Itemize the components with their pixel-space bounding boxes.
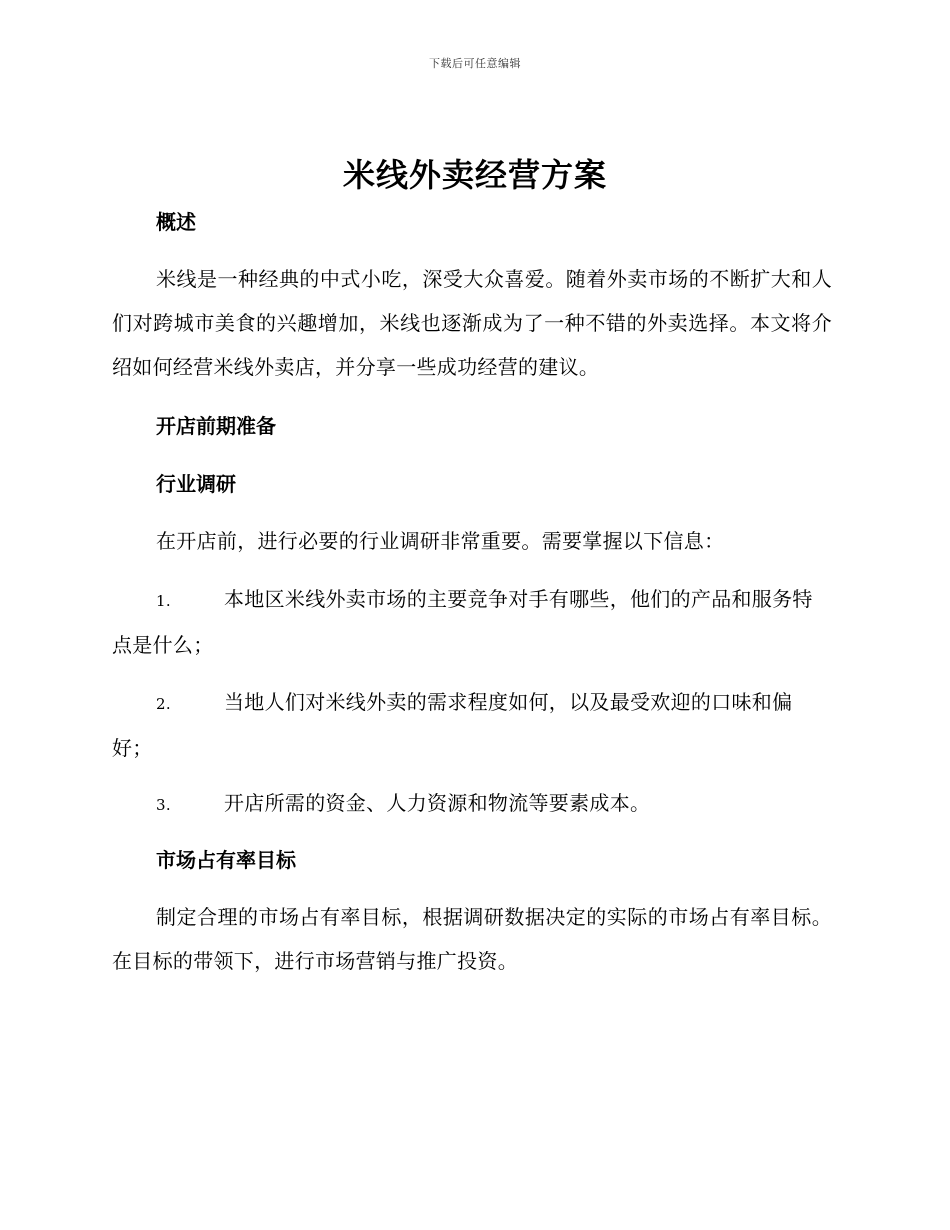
section-heading-market-share: 市场占有率目标	[156, 848, 296, 872]
overview-paragraph: 米线是一种经典的中式小吃，深受大众喜爱。随着外卖市场的不断扩大和人们对跨城市美食的兴趣增加，米线也逐渐成为了一种不错的外卖选择。本文将介绍如何经营米线外卖店，并分享一些成功经营的建议。	[112, 267, 832, 379]
list-number: 2.	[156, 695, 171, 713]
document-title: 米线外卖经营方案	[342, 156, 607, 194]
list-item	[112, 577, 832, 667]
market-share-paragraph: 制定合理的市场占有率目标，根据调研数据决定的实际的市场占有率目标。在目标的带领下，进行市场营销与推广投资。	[112, 905, 832, 973]
section-heading-research: 行业调研	[156, 472, 236, 496]
section-heading-preparation: 开店前期准备	[156, 414, 276, 438]
list-item-text: 开店所需的资金、人力资源和物流等要素成本。	[224, 791, 651, 815]
research-intro-paragraph: 在开店前，进行必要的行业调研非常重要。需要掌握以下信息：	[156, 529, 725, 553]
list-item	[112, 781, 832, 827]
list-item-text: 当地人们对米线外卖的需求程度如何，以及最受欢迎的口味和偏好；	[112, 690, 793, 760]
list-item-text: 本地区米线外卖市场的主要竞争对手有哪些，他们的产品和服务特点是什么；	[112, 587, 813, 657]
section-heading-overview: 概述	[156, 210, 196, 234]
list-number: 1.	[156, 592, 171, 610]
header-note: 下载后可任意编辑	[429, 57, 521, 70]
list-item	[112, 680, 832, 770]
list-number: 3.	[156, 796, 171, 814]
